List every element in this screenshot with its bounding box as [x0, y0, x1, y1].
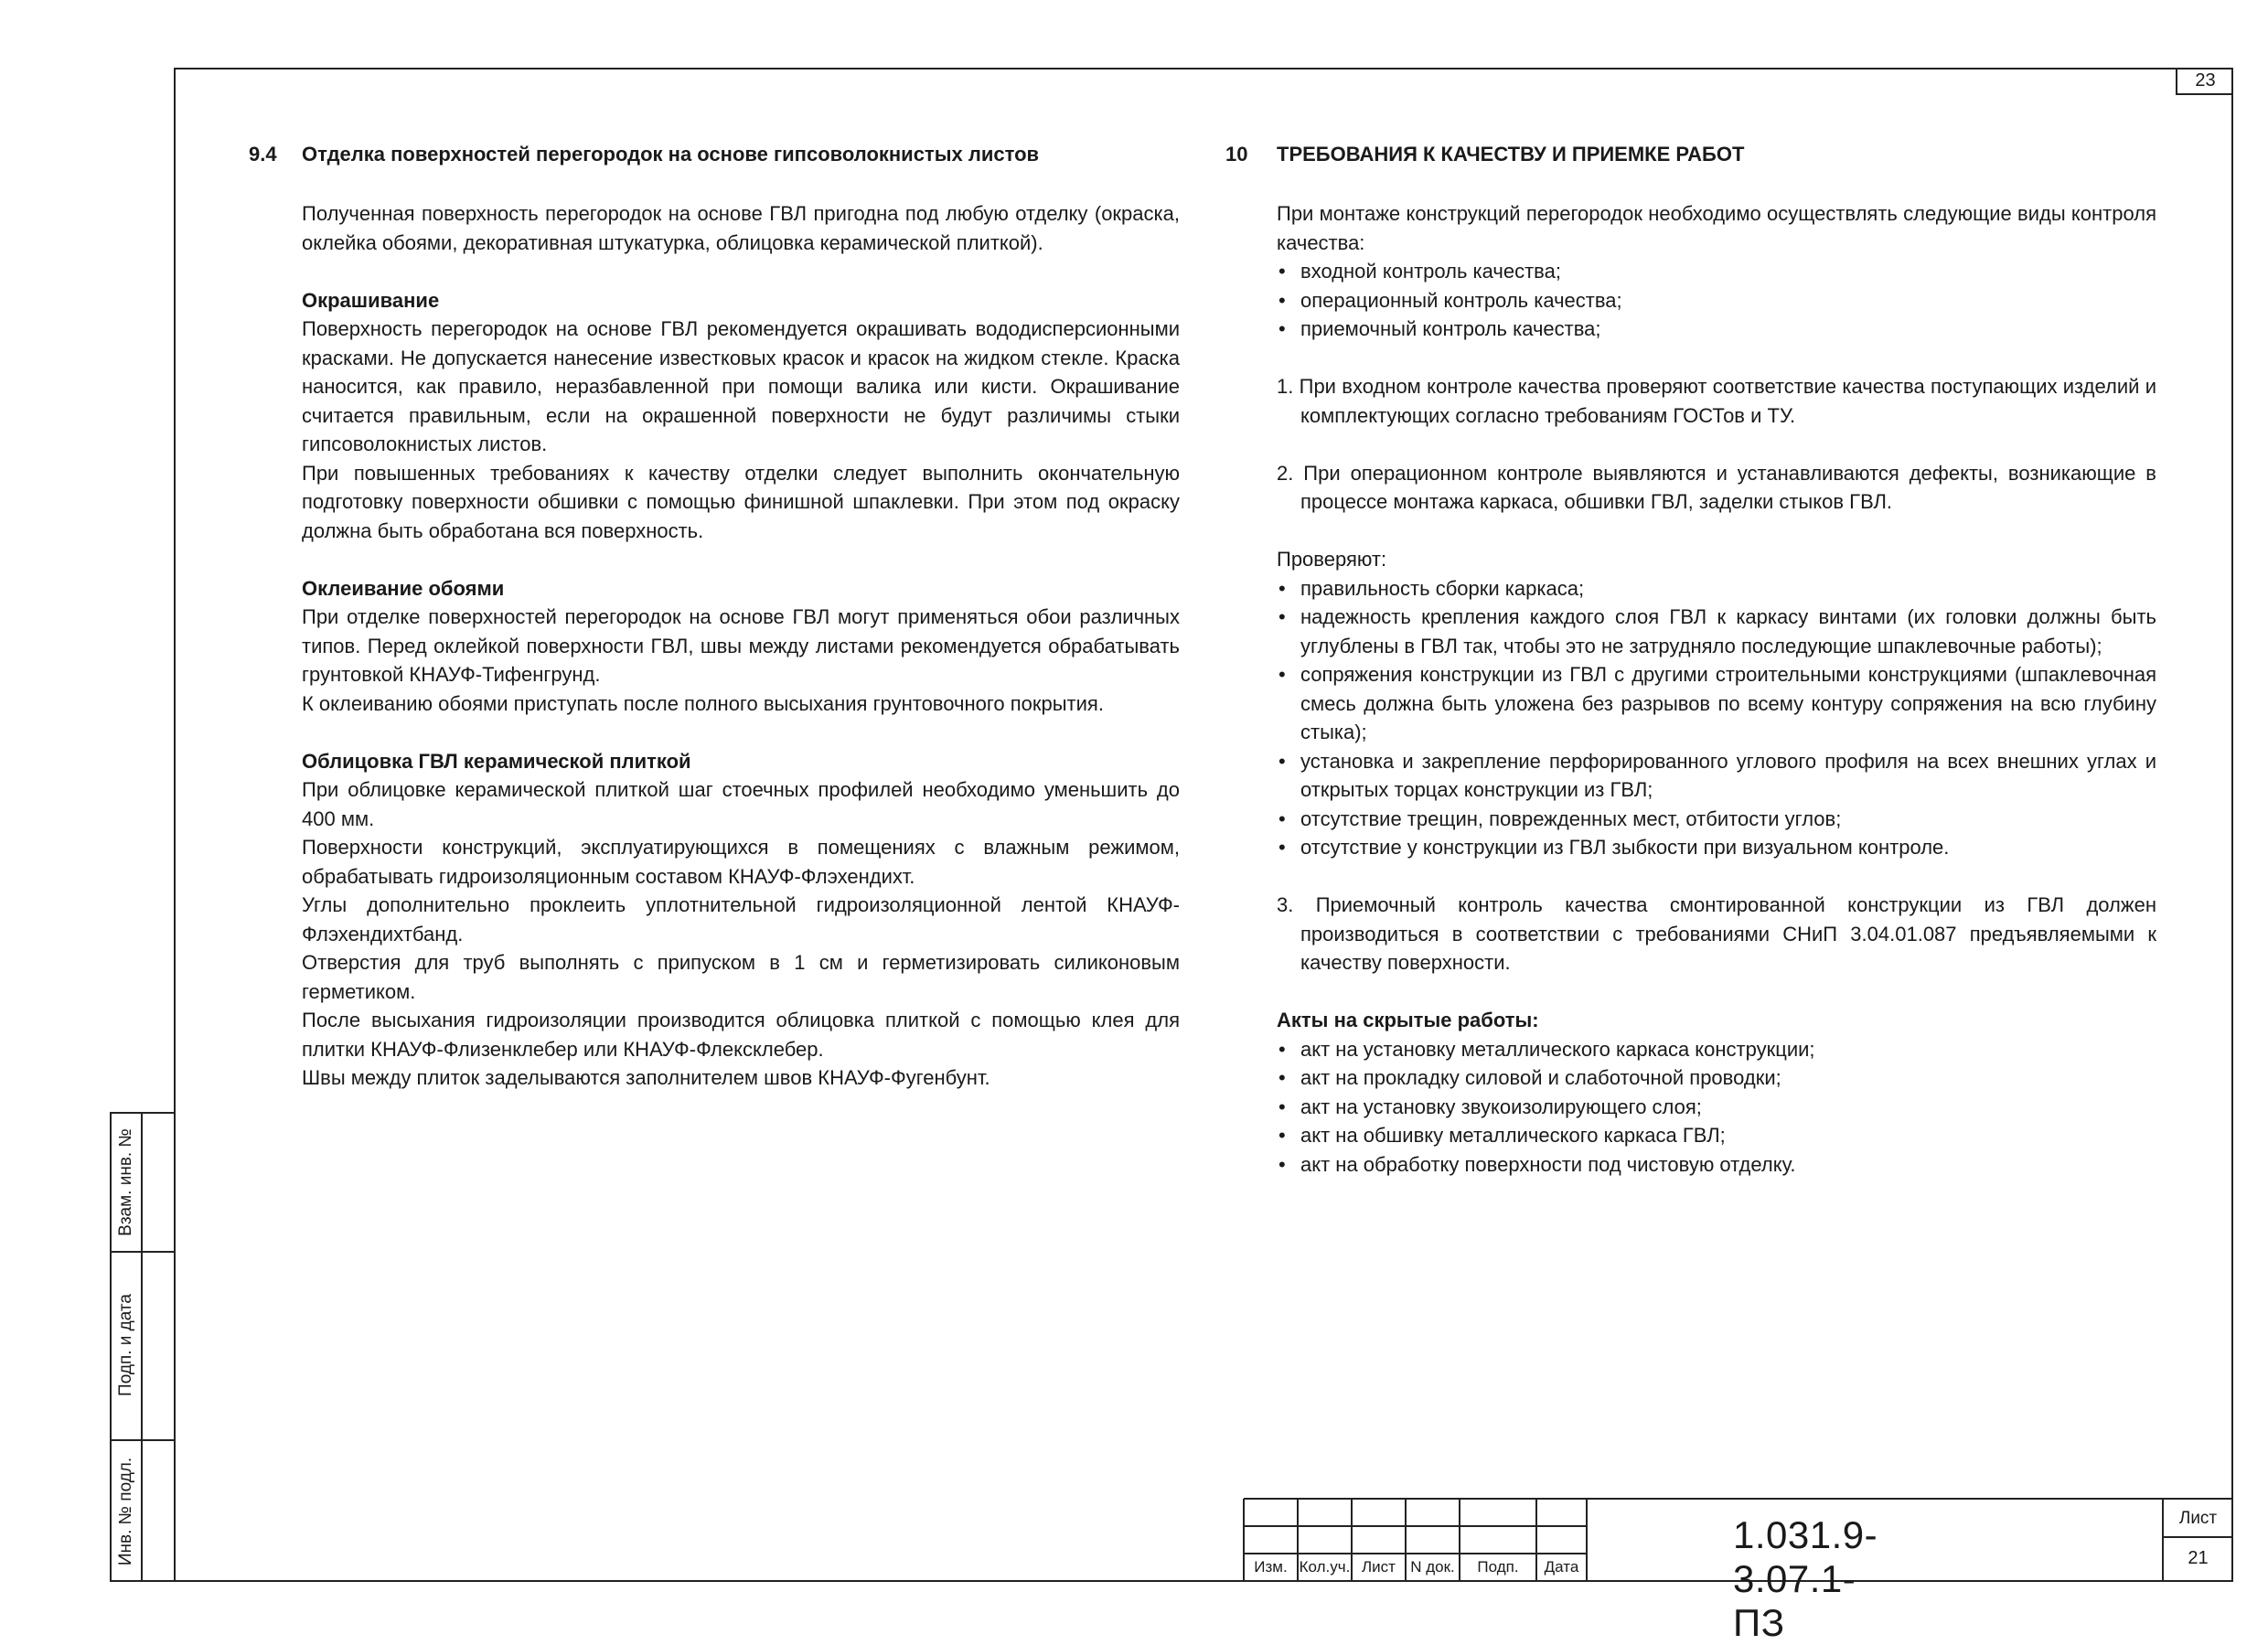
check-label: Проверяют:: [1277, 548, 1387, 571]
col-n-dok: N док.: [1410, 1558, 1455, 1576]
tiling-subheading: Облицовка ГВЛ керамической плиткой: [302, 749, 691, 773]
tiling-paragraph: Отверстия для труб выполнять с припуском в 1 см и герметизировать силиконовым герметиком.: [302, 951, 1180, 1003]
vzam-inv-label: Взам. инв. №: [116, 1128, 135, 1236]
list-item: • сопряжения конструкции из ГВЛ с другими строительными конструкциями (шпаклевочная смесь должна быть уложена без разрывов по всему контуру сопряжения на всю глубину стыка);: [1277, 660, 2156, 747]
col-izm: Изм.: [1254, 1558, 1288, 1576]
acts-list: [1277, 1035, 2156, 1180]
left-section-title: Отделка поверхностей перегородок на основе гипсоволокнистых листов: [302, 143, 1040, 166]
list-item: • акт на прокладку силовой и слаботочной проводки;: [1277, 1063, 2156, 1093]
tiling-paragraph: После высыхания гидроизоляции производится облицовка плиткой с помощью клея для плитки КНАУФ-Флизенклебер или КНАУФ-Флексклебер.: [302, 1009, 1180, 1061]
tiling-paragraph: Швы между плиток заделываются заполнителем швов КНАУФ-Фугенбунт.: [302, 1066, 990, 1089]
left-column: [302, 199, 1180, 1093]
list-item: • надежность крепления каждого слоя ГВЛ к каркасу винтами (их головки должны быть углублены в ГВЛ так, чтобы это не затрудняло последующие шпаклевочные работы);: [1277, 603, 2156, 660]
wallpaper-subheading: Оклеивание обоями: [302, 576, 505, 600]
document-code: 1.031.9-3.07.1-ПЗ: [1733, 1513, 1878, 1644]
col-kol-uch: Кол.уч.: [1299, 1558, 1351, 1576]
wallpaper-paragraph: При отделке поверхностей перегородок на основе ГВЛ могут применяться обои различных типов. Перед оклейкой поверхности ГВЛ, швы между листами рекомендуется обрабатывать грунтовкой КНАУФ-Тифенгрунд.: [302, 605, 1180, 686]
col-podp: Подп.: [1477, 1558, 1519, 1576]
col-data: Дата: [1544, 1558, 1579, 1576]
vzam-inv-cell: [112, 1114, 141, 1251]
numbered-item-3: 3. Приемочный контроль качества смонтированной конструкции из ГВЛ должен производиться в соответствии с требованиями СНиП 3.04.01.087 предъявляемыми к качеству поверхности.: [1277, 893, 2156, 974]
tiling-paragraph: Поверхности конструкций, эксплуатирующихся в помещениях с влажным режимом, обрабатывать гидроизоляционным составом КНАУФ-Флэхендихт.: [302, 836, 1180, 888]
list-item: • акт на установку звукоизолирующего слоя;: [1277, 1093, 2156, 1122]
inv-podl-cell: [112, 1439, 141, 1584]
list-item: • правильность сборки каркаса;: [1277, 574, 2156, 604]
checks-list: [1277, 574, 2156, 862]
tiling-paragraph: Углы дополнительно проклеить уплотнительной гидроизоляционной лентой КНАУФ-Флэхендихтбанд.: [302, 893, 1180, 945]
painting-paragraph: Поверхность перегородок на основе ГВЛ рекомендуется окрашивать вододисперсионными красками. Не допускается нанесение известковых красок и красок на жидком стекле. Краска наносится, как правило, неразбавленной при помощи валика или кисти. Окрашивание считается правильным, если на окрашенной поверхности не будут различимы стыки гипсоволокнистых листов.: [302, 317, 1180, 455]
acts-subheading: Акты на скрытые работы:: [1277, 1009, 1539, 1031]
list-item: • входной контроль качества;: [1277, 257, 2156, 286]
list-item: • акт на обшивку металлического каркаса ГВЛ;: [1277, 1121, 2156, 1150]
quality-intro: При монтаже конструкций перегородок необходимо осуществлять следующие виды контроля качества:: [1277, 202, 2156, 254]
right-column: [1277, 199, 2156, 1179]
intro-paragraph: Полученная поверхность перегородок на основе ГВЛ пригодна под любую отделку (окраска, оклейка обоями, декоративная штукатурка, облицовка керамической плиткой).: [302, 202, 1180, 254]
side-stamp: [110, 1112, 176, 1582]
list-item: • отсутствие у конструкции из ГВЛ зыбкости при визуальном контроле.: [1277, 833, 2156, 862]
list-item: • приемочный контроль качества;: [1277, 315, 2156, 344]
col-list: Лист: [1362, 1558, 1396, 1576]
control-types-list: [1277, 257, 2156, 344]
list-item: • установка и закрепление перфорированного углового профиля на всех внешних углах и открытых торцах конструкции из ГВЛ;: [1277, 747, 2156, 805]
tiling-paragraph: При облицовке керамической плиткой шаг стоечных профилей необходимо уменьшить до 400 мм.: [302, 778, 1180, 830]
sheet-label: Лист: [2178, 1509, 2218, 1528]
wallpaper-paragraph: К оклеиванию обоями приступать после полного высыхания грунтовочного покрытия.: [302, 691, 1104, 715]
sheet-number: 21: [2188, 1548, 2209, 1568]
inv-podl-label: Инв. № подл.: [116, 1457, 136, 1566]
podp-data-cell: [112, 1251, 141, 1439]
painting-paragraph: При повышенных требованиях к качеству отделки следует выполнить окончательную подготовку поверхности обшивки с помощью финишной шпаклевки. При этом под окраску должна быть обработана вся поверхность.: [302, 461, 1180, 542]
top-page-number: 23: [2176, 68, 2233, 95]
right-section-title: ТРЕБОВАНИЯ К КАЧЕСТВУ И ПРИЕМКЕ РАБОТ: [1277, 143, 1745, 166]
numbered-item-1: 1. При входном контроле качества проверяют соответствие качества поступающих изделий и комплектующих согласно требованиям ГОСТов и ТУ.: [1277, 375, 2156, 427]
painting-subheading: Окрашивание: [302, 288, 440, 312]
left-section-number: 9.4: [249, 143, 277, 166]
podp-data-label: Подп. и дата: [116, 1294, 136, 1396]
list-item: • операционный контроль качества;: [1277, 286, 2156, 315]
numbered-item-2: 2. При операционном контроле выявляются и устанавливаются дефекты, возникающие в процессе монтажа каркаса, обшивки ГВЛ, заделки стыков ГВЛ.: [1277, 461, 2156, 513]
list-item: • отсутствие трещин, поврежденных мест, отбитости углов;: [1277, 805, 2156, 834]
list-item: • акт на обработку поверхности под чистовую отделку.: [1277, 1150, 2156, 1180]
right-section-number: 10: [1225, 143, 1248, 166]
side-stamp-divider: [141, 1114, 143, 1580]
list-item: • акт на установку металлического каркаса конструкции;: [1277, 1035, 2156, 1064]
